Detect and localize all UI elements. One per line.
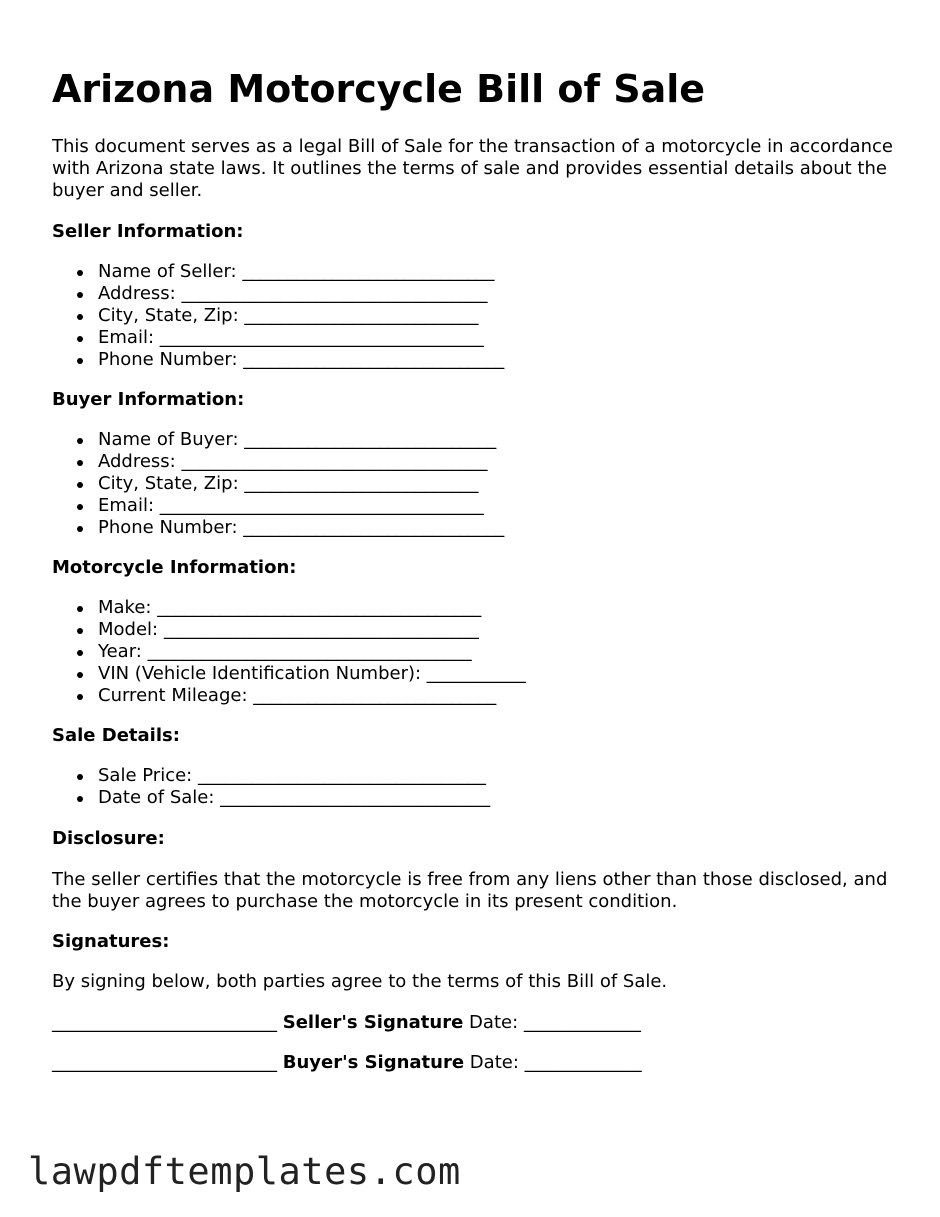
disclosure-text: The seller certifies that the motorcycle is free from any liens other than those disclosed, and the buyer agrees to purchase the motorcycle in its present condition. — [52, 869, 888, 912]
seller-signature-date: Date: _____________ — [469, 1012, 641, 1033]
list-item: Phone Number: _____________________________ — [98, 517, 505, 538]
list-item: Email: ____________________________________ — [98, 327, 504, 349]
list-item: Model: ___________________________________ — [98, 619, 526, 641]
list-item: Year: ____________________________________ — [98, 641, 526, 663]
list-item: City, State, Zip: __________________________ — [98, 473, 504, 495]
signatures-heading: Signatures: — [52, 931, 170, 952]
sale-list — [52, 765, 490, 809]
seller-signature-line — [52, 1012, 641, 1034]
signatures-text: By signing below, both parties agree to the terms of this Bill of Sale. — [52, 971, 668, 992]
seller-signature-label: Seller's Signature — [282, 1012, 464, 1033]
buyer-signature-blank: _________________________ — [52, 1052, 277, 1073]
intro-paragraph: This document serves as a legal Bill of Sale for the transaction of a motorcycle in accordance with Arizona state laws. It outlines the terms of sale and provides essential details about the buyer and seller. — [52, 136, 893, 201]
motorcycle-heading: Motorcycle Information: — [52, 557, 297, 578]
list-item: Address: __________________________________ — [98, 283, 504, 305]
list-item: VIN (Vehicle Identification Number): ___________ — [98, 663, 526, 684]
seller-heading: Seller Information: — [52, 221, 244, 242]
list-item: Sale Price: ________________________________ — [98, 765, 490, 787]
sale-heading: Sale Details: — [52, 725, 180, 746]
buyer-list — [52, 429, 504, 539]
list-item: Name of Buyer: ____________________________ — [98, 429, 504, 451]
seller-list — [52, 261, 504, 371]
buyer-signature-label: Buyer's Signature — [282, 1052, 465, 1073]
motorcycle-list — [52, 597, 526, 707]
list-item: Address: __________________________________ — [98, 451, 504, 473]
list-item: Phone Number: _____________________________ — [98, 349, 505, 370]
list-item: Current Mileage: ___________________________ — [98, 685, 526, 707]
seller-signature-blank: _________________________ — [52, 1012, 277, 1033]
list-item: City, State, Zip: __________________________ — [98, 305, 504, 327]
watermark: lawpdftemplates.com — [28, 1150, 461, 1193]
list-item: Date of Sale: ______________________________ — [98, 787, 491, 808]
buyer-signature-date: Date: _____________ — [469, 1052, 642, 1073]
disclosure-heading: Disclosure: — [52, 828, 165, 849]
list-item: Name of Seller: ____________________________ — [98, 261, 504, 283]
page-title: Arizona Motorcycle Bill of Sale — [52, 67, 706, 111]
buyer-heading: Buyer Information: — [52, 389, 245, 410]
list-item: Make: ____________________________________ — [98, 597, 526, 619]
list-item: Email: ____________________________________ — [98, 495, 504, 517]
buyer-signature-line — [52, 1052, 642, 1074]
